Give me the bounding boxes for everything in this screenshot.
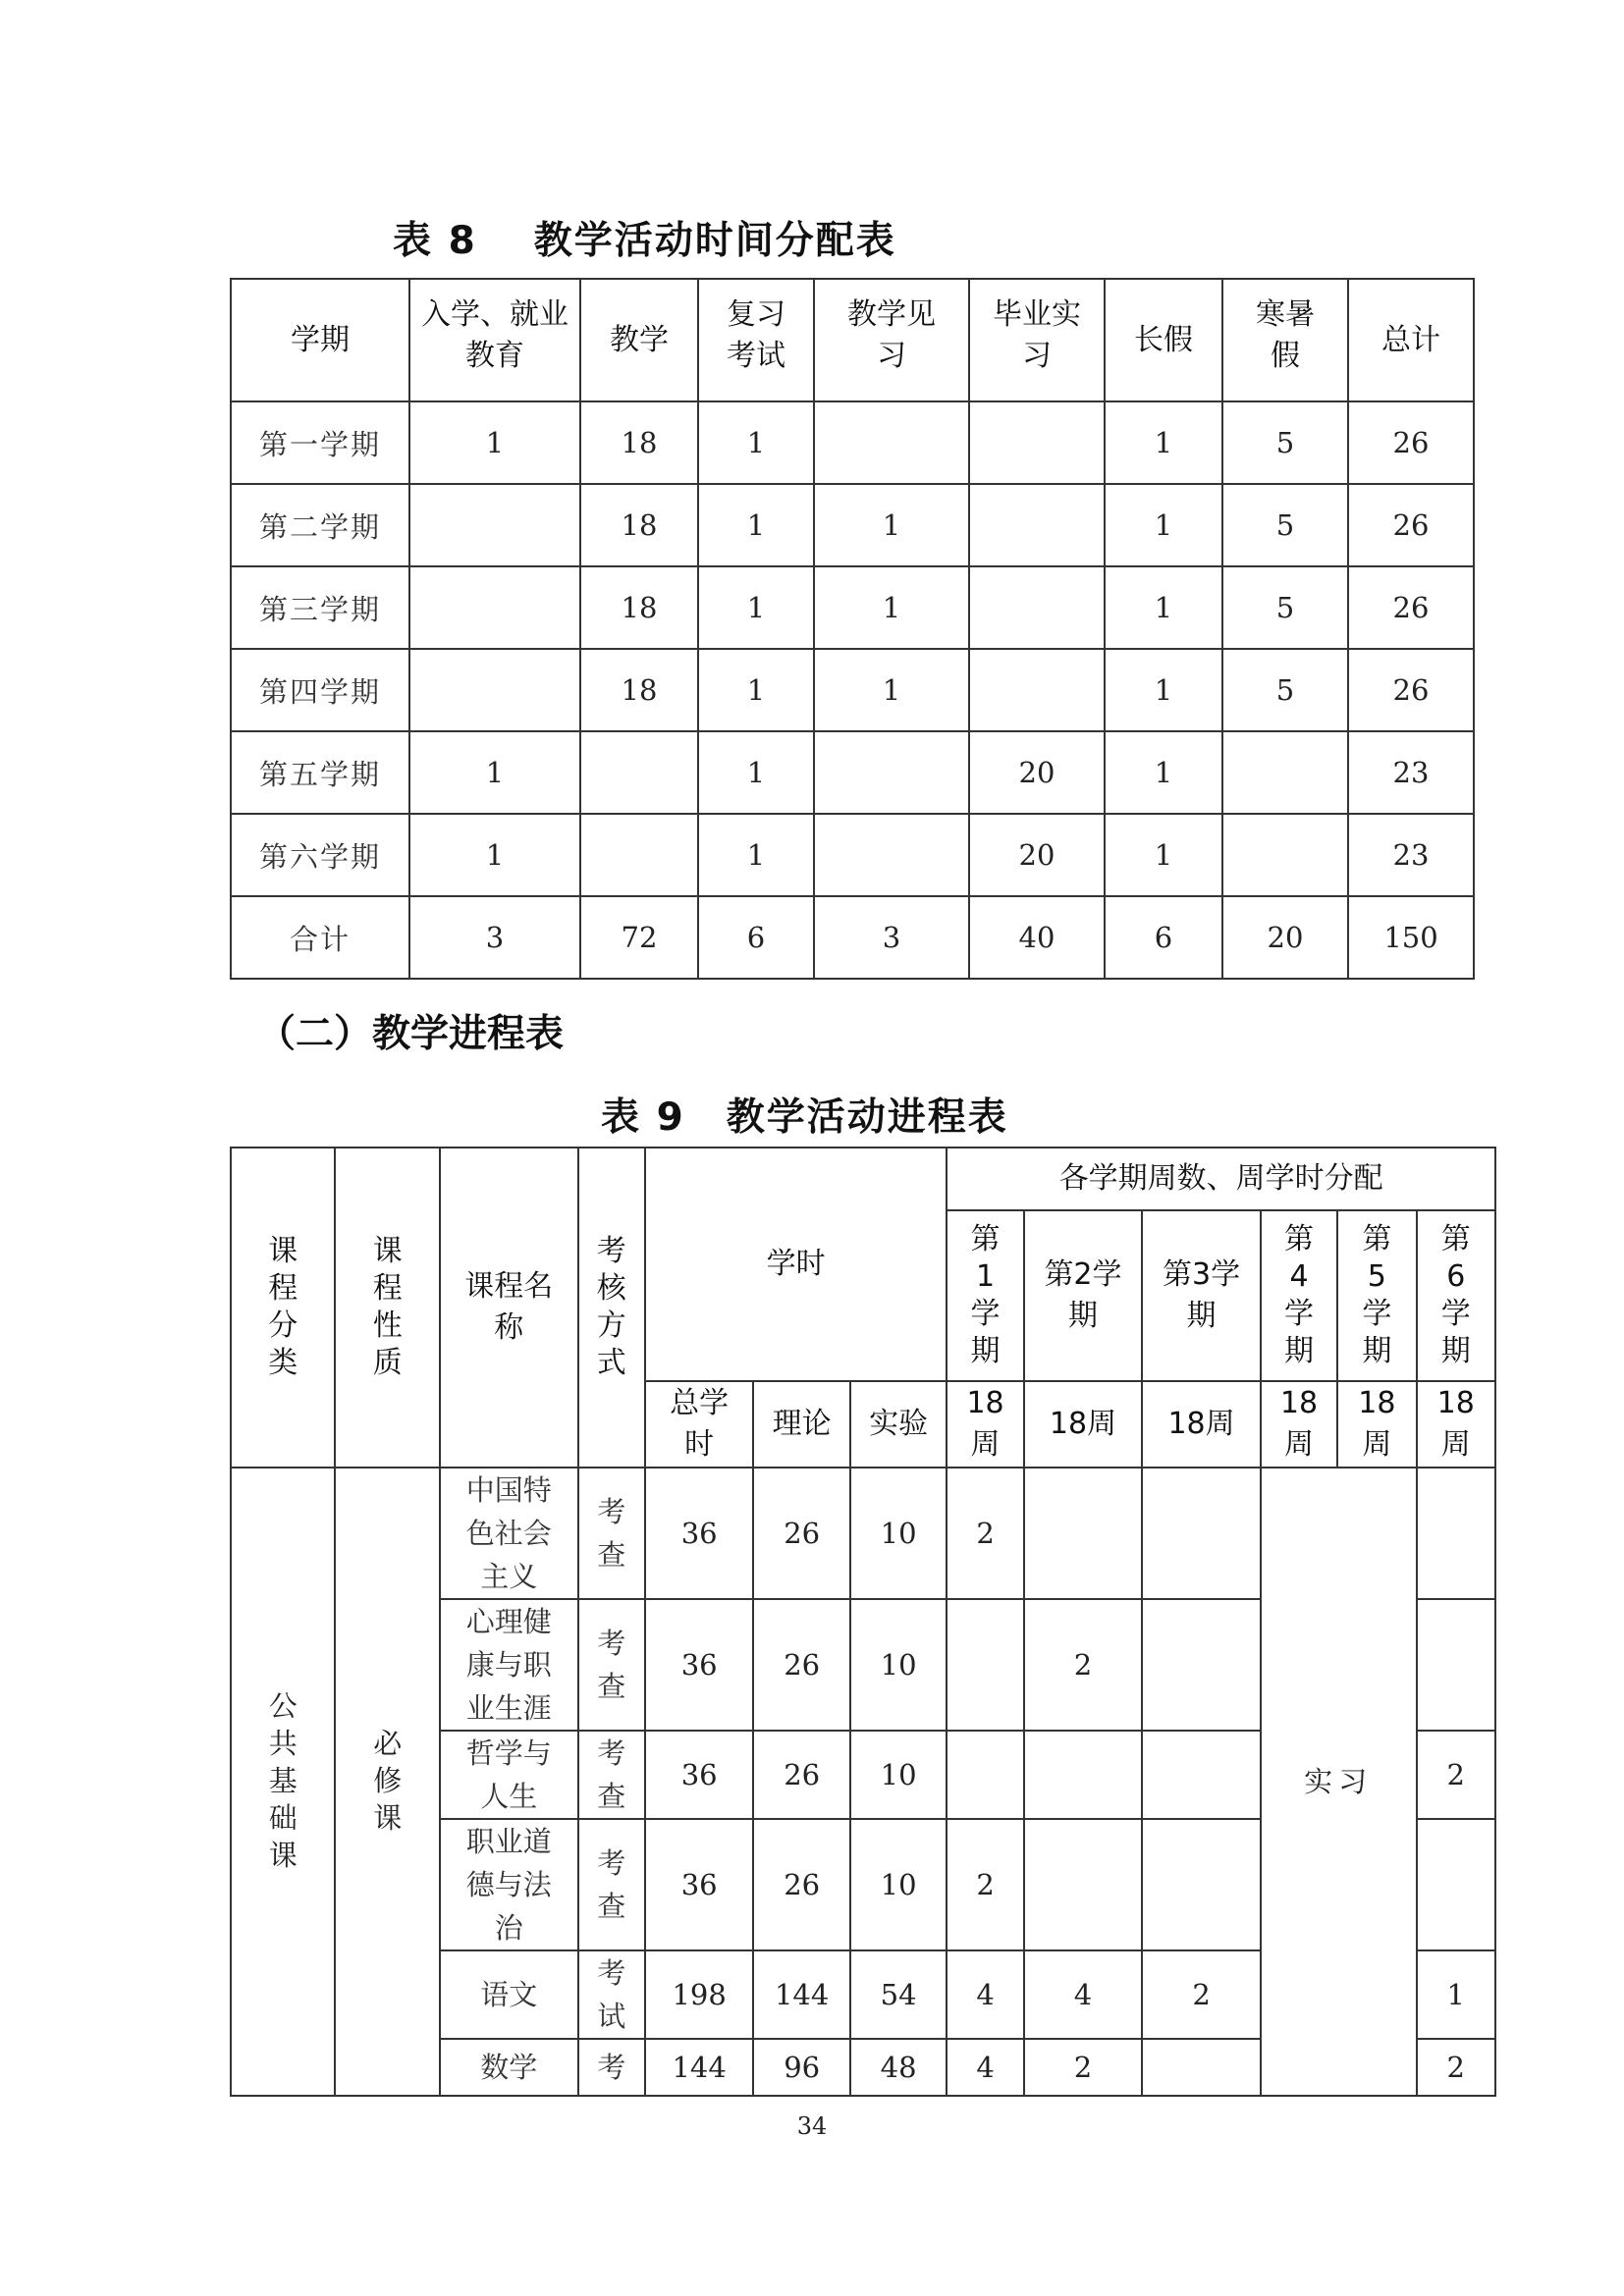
table-cell: 20: [969, 814, 1105, 896]
sem2-hours: 2: [1024, 1599, 1143, 1731]
t8-header-observation: 教学见习: [814, 279, 969, 401]
t8-header-teaching: 教学: [580, 279, 698, 401]
table-cell: [409, 566, 580, 649]
table-cell: [1222, 814, 1348, 896]
table-cell: 26: [1348, 649, 1474, 731]
table-cell: [969, 566, 1105, 649]
t9-header-sem4: 第4学期: [1261, 1210, 1337, 1381]
table-cell: 26: [1348, 566, 1474, 649]
t9-header-weeks-2: 18周: [1024, 1381, 1143, 1468]
sem2-hours: 2: [1024, 2039, 1143, 2096]
table-row: [231, 649, 1474, 731]
t9-header-total-hours: 总学时: [645, 1381, 754, 1468]
sem6-hours: [1417, 1599, 1495, 1731]
table-cell: 1: [409, 814, 580, 896]
course-name: 数学: [440, 2039, 578, 2096]
t9-header-sem6: 第6学期: [1417, 1210, 1495, 1381]
total-hours: 198: [645, 1950, 754, 2039]
t9-header-weekly-alloc: 各学期周数、周学时分配: [947, 1148, 1495, 1210]
sem3-hours: [1142, 1468, 1261, 1599]
table-cell: 第五学期: [231, 731, 409, 814]
table-cell: 5: [1222, 484, 1348, 566]
sem1-hours: [947, 1731, 1023, 1819]
theory-hours: 26: [753, 1819, 849, 1950]
table-row: [231, 731, 1474, 814]
t9-header-hours: 学时: [645, 1148, 947, 1381]
sem6-hours: [1417, 1819, 1495, 1950]
t8-header-semester: 学期: [231, 279, 409, 401]
table-cell: 20: [1222, 896, 1348, 979]
table-cell: 1: [698, 566, 814, 649]
table-cell: [409, 649, 580, 731]
table-row: [231, 484, 1474, 566]
sem3-hours: 2: [1142, 1950, 1261, 2039]
table-cell: 1: [698, 731, 814, 814]
t9-header-exam-method: 考核方式: [578, 1148, 645, 1468]
t9-nature-cell: 必修课: [335, 1468, 439, 2096]
theory-hours: 144: [753, 1950, 849, 2039]
t9-header-sem3: 第3学期: [1142, 1210, 1261, 1381]
lab-hours: 10: [850, 1731, 947, 1819]
t9-header-weeks-6: 18周: [1417, 1381, 1495, 1468]
sem1-hours: 2: [947, 1819, 1023, 1950]
t9-header-weeks-1: 18周: [947, 1381, 1023, 1468]
sem2-hours: [1024, 1731, 1143, 1819]
section-title: （二）教学进程表: [257, 1012, 565, 1056]
exam-method: 考查: [578, 1599, 645, 1731]
sem2-hours: 4: [1024, 1950, 1143, 2039]
table-cell: 1: [698, 649, 814, 731]
theory-hours: 96: [753, 2039, 849, 2096]
t9-header-weeks-4: 18周: [1261, 1381, 1337, 1468]
t8-header-long-holiday: 长假: [1105, 279, 1222, 401]
t8-header-internship: 毕业实习: [969, 279, 1105, 401]
table-row: [231, 401, 1474, 484]
sem6-hours: 1: [1417, 1950, 1495, 2039]
table-cell: 40: [969, 896, 1105, 979]
table-cell: 1: [1105, 484, 1222, 566]
t9-header-course-name: 课程名称: [440, 1148, 578, 1468]
table-cell: 1: [814, 649, 969, 731]
course-name: 中国特色社会主义: [440, 1468, 578, 1599]
lab-hours: 10: [850, 1468, 947, 1599]
table-cell: 18: [580, 401, 698, 484]
course-name: 职业道德与法治: [440, 1819, 578, 1950]
sem1-hours: 2: [947, 1468, 1023, 1599]
total-hours: 36: [645, 1599, 754, 1731]
t8-header-vacation: 寒暑假: [1222, 279, 1348, 401]
total-hours: 36: [645, 1819, 754, 1950]
table-cell: 5: [1222, 401, 1348, 484]
exam-method: 考查: [578, 1468, 645, 1599]
table-row-total: [231, 896, 1474, 979]
exam-method: 考: [578, 2039, 645, 2096]
table-cell: 1: [698, 814, 814, 896]
sem2-hours: [1024, 1819, 1143, 1950]
t9-header-sem5: 第5学期: [1337, 1210, 1416, 1381]
t9-header-nature: 课程性质: [335, 1148, 439, 1468]
table-cell: 18: [580, 566, 698, 649]
table-cell: 26: [1348, 401, 1474, 484]
table-cell: 6: [1105, 896, 1222, 979]
table-row: [231, 1468, 1495, 1599]
table-cell: 1: [1105, 731, 1222, 814]
sem6-hours: [1417, 1468, 1495, 1599]
table-cell: [814, 731, 969, 814]
sem1-hours: 4: [947, 1950, 1023, 2039]
sem1-hours: 4: [947, 2039, 1023, 2096]
theory-hours: 26: [753, 1731, 849, 1819]
table8-header-row: [231, 279, 1474, 401]
table-cell: 20: [969, 731, 1105, 814]
table-cell: 150: [1348, 896, 1474, 979]
t9-header-weeks-3: 18周: [1142, 1381, 1261, 1468]
table-cell: 72: [580, 896, 698, 979]
table-cell: 26: [1348, 484, 1474, 566]
table-cell: 1: [1105, 649, 1222, 731]
table-cell: 5: [1222, 649, 1348, 731]
theory-hours: 26: [753, 1599, 849, 1731]
table8: [230, 278, 1475, 980]
sem2-hours: [1024, 1468, 1143, 1599]
table-cell: [814, 814, 969, 896]
table-cell: 6: [698, 896, 814, 979]
table-cell: 3: [814, 896, 969, 979]
lab-hours: 54: [850, 1950, 947, 2039]
t9-header-theory: 理论: [753, 1381, 849, 1468]
table9-title-text: 教学活动进程表: [726, 1095, 1008, 1140]
t8-header-review-exam: 复习考试: [698, 279, 814, 401]
table-cell: 1: [1105, 814, 1222, 896]
table-cell: [969, 484, 1105, 566]
table-cell: 1: [409, 731, 580, 814]
table-cell: 合计: [231, 896, 409, 979]
t8-header-total: 总计: [1348, 279, 1474, 401]
t9-header-experiment: 实验: [850, 1381, 947, 1468]
t9-header-sem1: 第1学期: [947, 1210, 1023, 1381]
table9: [230, 1147, 1496, 2097]
table8-title-text: 教学活动时间分配表: [533, 219, 896, 263]
total-hours: 36: [645, 1731, 754, 1819]
exam-method: 考查: [578, 1819, 645, 1950]
t8-header-orientation: 入学、就业教育: [409, 279, 580, 401]
exam-method: 考试: [578, 1950, 645, 2039]
table-cell: 第二学期: [231, 484, 409, 566]
table-cell: [580, 814, 698, 896]
sem3-hours: [1142, 1819, 1261, 1950]
t9-header-weeks-5: 18周: [1337, 1381, 1416, 1468]
table-row: [231, 814, 1474, 896]
table-cell: 1: [409, 401, 580, 484]
theory-hours: 26: [753, 1468, 849, 1599]
table-cell: 1: [1105, 566, 1222, 649]
table-cell: 18: [580, 649, 698, 731]
sem3-hours: [1142, 2039, 1261, 2096]
table-cell: 23: [1348, 731, 1474, 814]
t9-header-category: 课程分类: [231, 1148, 335, 1468]
sem3-hours: [1142, 1599, 1261, 1731]
exam-method: 考查: [578, 1731, 645, 1819]
table-cell: [814, 401, 969, 484]
lab-hours: 10: [850, 1599, 947, 1731]
total-hours: 144: [645, 2039, 754, 2096]
table-cell: 第六学期: [231, 814, 409, 896]
lab-hours: 10: [850, 1819, 947, 1950]
sem6-hours: 2: [1417, 1731, 1495, 1819]
t9-header-row-1: [231, 1148, 1495, 1210]
course-name: 哲学与人生: [440, 1731, 578, 1819]
table-cell: 1: [698, 484, 814, 566]
table-cell: [969, 649, 1105, 731]
table-cell: [580, 731, 698, 814]
internship-cell: 实习: [1261, 1468, 1417, 2096]
table-cell: 1: [698, 401, 814, 484]
table-cell: 1: [814, 566, 969, 649]
table-cell: 3: [409, 896, 580, 979]
sem3-hours: [1142, 1731, 1261, 1819]
table-row: [231, 566, 1474, 649]
table-cell: [969, 401, 1105, 484]
table-cell: [1222, 731, 1348, 814]
table8-title-label: 表 8: [393, 219, 477, 263]
table8-title: [393, 210, 1080, 265]
table-cell: 1: [814, 484, 969, 566]
sem6-hours: 2: [1417, 2039, 1495, 2096]
table-cell: [409, 484, 580, 566]
course-name: 语文: [440, 1950, 578, 2039]
table-cell: 23: [1348, 814, 1474, 896]
table-cell: 5: [1222, 566, 1348, 649]
table-cell: 1: [1105, 401, 1222, 484]
table9-title-label: 表 9: [601, 1095, 685, 1140]
table-cell: 第一学期: [231, 401, 409, 484]
table9-title: [601, 1087, 1008, 1142]
table-cell: 第三学期: [231, 566, 409, 649]
t9-header-sem2: 第2学期: [1024, 1210, 1143, 1381]
course-name: 心理健康与职业生涯: [440, 1599, 578, 1731]
table-cell: 第四学期: [231, 649, 409, 731]
page-number: 34: [796, 2112, 828, 2140]
t9-category-cell: 公共基础课: [231, 1468, 335, 2096]
sem1-hours: [947, 1599, 1023, 1731]
lab-hours: 48: [850, 2039, 947, 2096]
total-hours: 36: [645, 1468, 754, 1599]
table-cell: 18: [580, 484, 698, 566]
